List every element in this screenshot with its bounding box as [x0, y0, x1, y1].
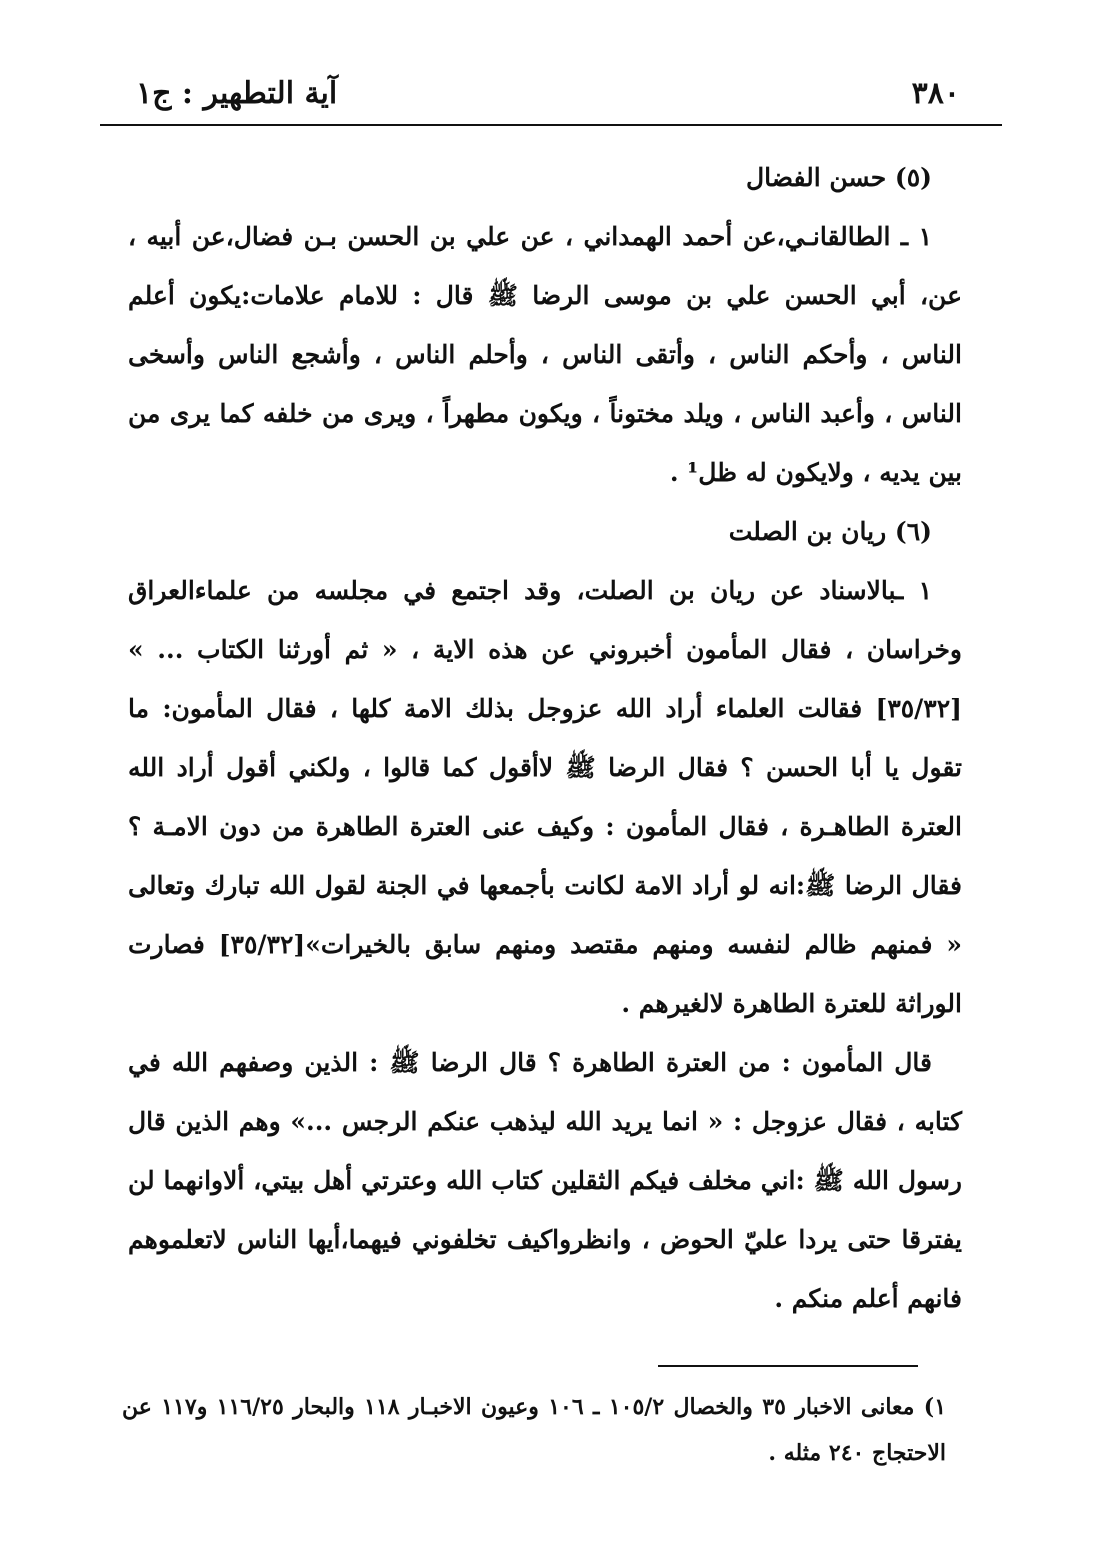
page-number: ٣٨٠ — [911, 76, 960, 111]
footnote: ١) معانى الاخبار ٣٥ والخصال ١٠٥/٢ ـ ١٠٦ وعيون الاخبـار ١١٨ والبحار ١١٦/٢٥ و١١٧ عن الاحتجاج ٢٤٠ مثله . — [122, 1394, 947, 1466]
main-text — [128, 148, 962, 1328]
footnotes — [122, 1384, 946, 1476]
narration-paragraph: ١ ـبالاسناد عن ريان بن الصلت، وقد اجتمع في مجلسه من علماءالعراق وخراسان ، فقال المأمون أخبروني عن هذه الاية ، « ثم أورثنا الكتاب ... » [٣٥/٣٢] فقالت العلماء أراد الله عزوجل بذلك الامة كلها ، فقال المأمون: ما تقول يا أبا الحسن ؟ فقال الرضا ﷺ لاأقول كما قالوا ، ولكني أقول أراد الله العترة الطاهـرة ، فقال المأمون : وكيف عنى العترة الطاهرة من دون الامـة ؟ فقال الرضا ﷺ:انه لو أراد الامة لكانت بأجمعها في الجنة لقول الله تبارك وتعالى « فمنهم ظالم لنفسه ومنهم مقتصد ومنهم سابق بالخيرات»[٣٥/٣٢] فصارت الوراثة للعترة الطاهرة لالغيرهم . — [128, 576, 962, 1018]
running-title: آية التطهير : ج١ — [136, 76, 338, 111]
narration-paragraph: ١ ـ الطالقانـي،عن أحمد الهمداني ، عن علي بن الحسن بـن فضال،عن أبيه ، عن، أبي الحسن علي بن موسى الرضا ﷺ قال : للامام علامات:يكون أعلم الناس ، وأحكم الناس ، وأتقى الناس ، وأحلم الناس ، وأشجع الناس وأسخى الناس ، وأعبد الناس ، ويلد مختوناً ، ويكون مطهراً ، ويرى من خلفه كما يرى من بين يديه ، ولايكون له ظل¹ . — [128, 222, 962, 487]
section-heading: (٦) ريان بن الصلت — [728, 517, 932, 546]
page-header — [100, 68, 1002, 126]
footnote-separator — [658, 1365, 918, 1367]
section-heading: (٥) حسن الفضال — [746, 163, 932, 192]
narration-paragraph: قال المأمون : من العترة الطاهرة ؟ قال الرضا ﷺ : الذين وصفهم الله في كتابه ، فقال عزوجل : « انما يريد الله ليذهب عنكم الرجس ...» وهم الذين قال رسول الله ﷺ :اني مخلف فيكم الثقلين كتاب الله وعترتي أهل بيتي، ألاوانهما لن يفترقا حتى يردا عليّ الحوض ، وانظرواكيف تخلفوني فيهما،أيها الناس لاتعلموهم فانهم أعلم منكم . — [128, 1048, 962, 1313]
